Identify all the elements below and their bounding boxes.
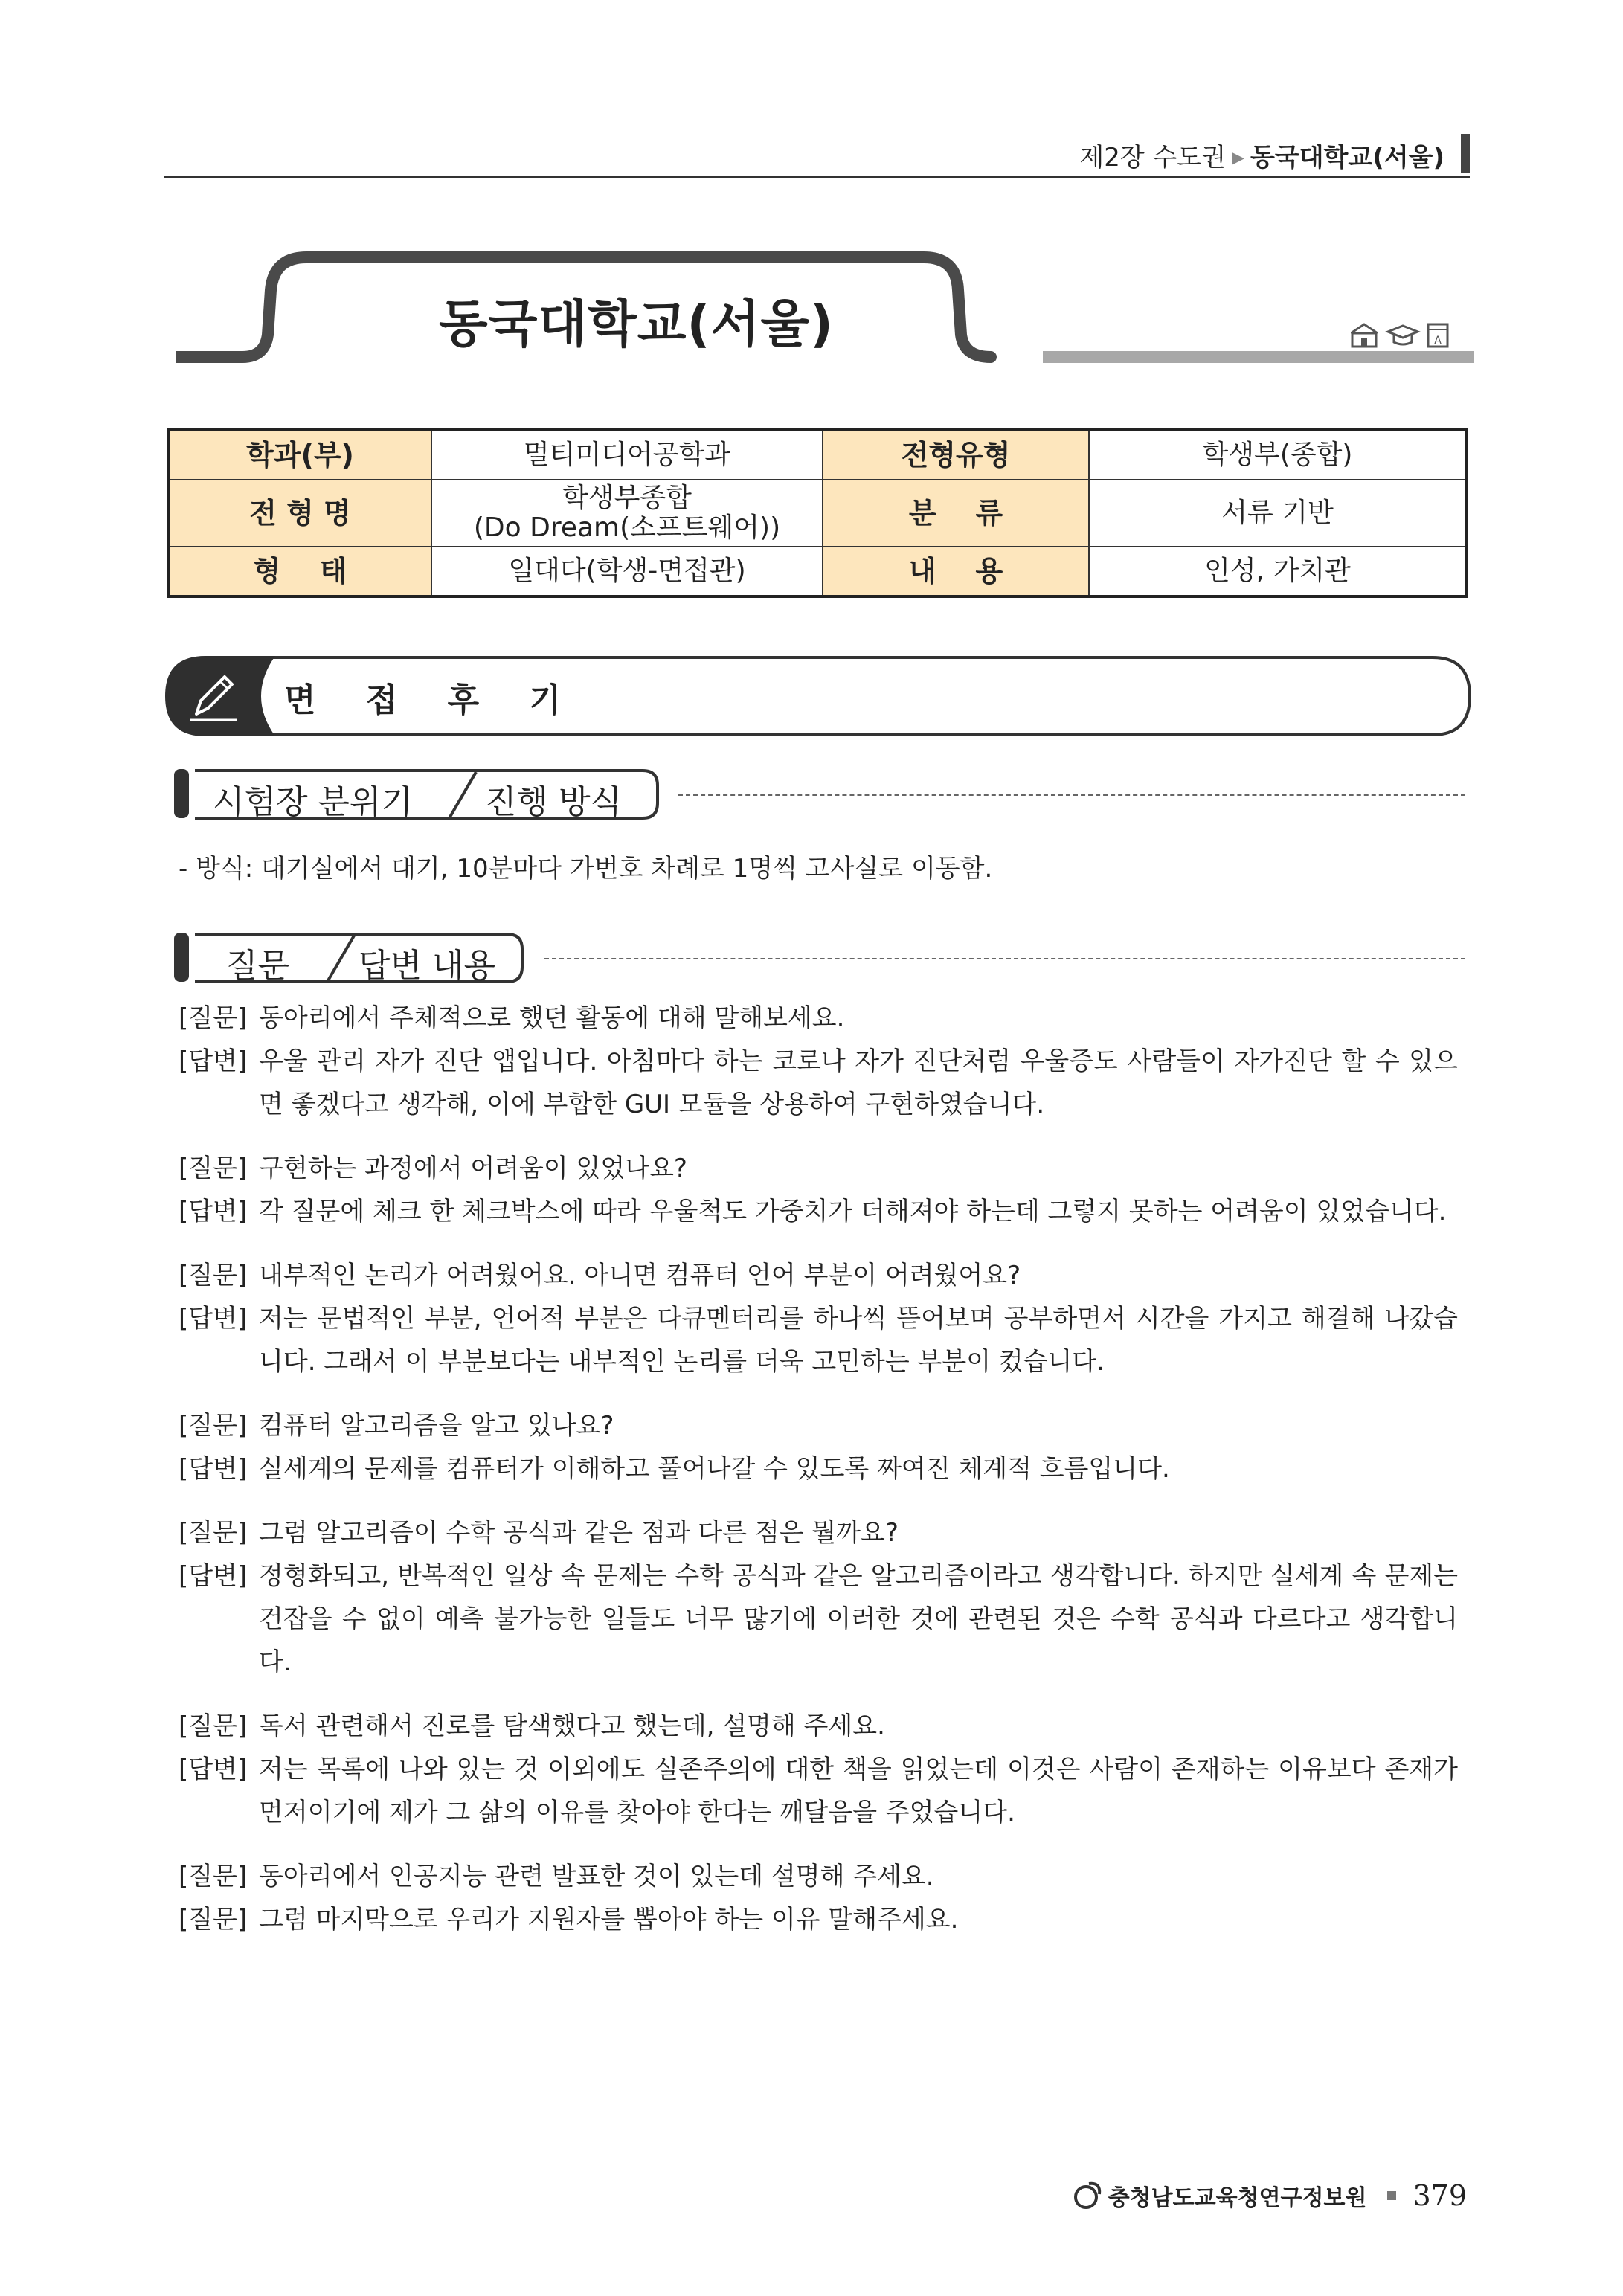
answer-tag: [답변] xyxy=(179,1197,248,1226)
name-label: 전 형 명 xyxy=(168,480,431,547)
list-item xyxy=(179,1404,1458,1447)
qa-block xyxy=(179,1254,1458,1383)
qa-heading xyxy=(173,930,1465,985)
answer-tag: [답변] xyxy=(179,1046,248,1076)
breadcrumb-current: 동국대학교(서울) xyxy=(1250,143,1444,173)
table-row xyxy=(168,480,1467,547)
qa-block xyxy=(179,1147,1458,1233)
table-row xyxy=(168,547,1467,596)
list-item xyxy=(179,1898,1458,1941)
triangle-right-icon: ▶ xyxy=(1232,149,1244,167)
page-title: 동국대학교(서울) xyxy=(439,295,834,354)
answer-tag: [답변] xyxy=(179,1755,248,1784)
page-number: 379 xyxy=(1413,2179,1467,2212)
class-value: 서류 기반 xyxy=(1089,480,1467,547)
answer-text: 실세계의 문제를 컴퓨터가 이해하고 풀어나갈 수 있도록 짜여진 체계적 흐름입니다. xyxy=(259,1454,1170,1484)
qa-block xyxy=(179,997,1458,1126)
name-value: 학생부종합 (Do Dream(소프트웨어)) xyxy=(431,480,823,547)
breadcrumb-chapter: 제2장 수도권 xyxy=(1079,143,1227,173)
atmosphere-text: - 방식: 대기실에서 대기, 10분마다 가번호 차례로 1명씩 고사실로 이동함. xyxy=(179,854,993,884)
qa-block xyxy=(179,1511,1458,1684)
qa-block xyxy=(179,1855,1458,1941)
atmosphere-heading xyxy=(173,766,1465,821)
question-text: 컴퓨터 알고리즘을 알고 있나요? xyxy=(259,1411,614,1441)
question-text: 독서 관련해서 진로를 탐색했다고 했는데, 설명해 주세요. xyxy=(259,1711,885,1741)
admission-info-table xyxy=(167,428,1468,598)
separator-square xyxy=(1387,2191,1396,2200)
type-value: 학생부(종합) xyxy=(1089,430,1467,480)
svg-text:A: A xyxy=(1434,335,1442,347)
question-tag: [질문] xyxy=(179,1711,248,1741)
form-label: 형 태 xyxy=(168,547,431,596)
question-text: 그럼 알고리즘이 수학 공식과 같은 점과 다른 점은 뭘까요? xyxy=(259,1518,899,1548)
list-item xyxy=(179,1554,1458,1684)
answer-text: 저는 문법적인 부분, 언어적 부분은 다큐멘터리를 하나씩 뜯어보며 공부하면서 시간을 가지고 해결해 나갔습니다. 그래서 이 부분보다는 내부적인 논리를 더욱 고민하는 부분이 컸습니다. xyxy=(259,1304,1458,1377)
qa-block xyxy=(179,1404,1458,1491)
question-tag: [질문] xyxy=(179,1905,248,1935)
list-item xyxy=(179,1447,1458,1491)
question-text: 구현하는 과정에서 어려움이 있었나요? xyxy=(259,1154,687,1183)
institute-logo-icon xyxy=(1071,2181,1104,2210)
question-tag: [질문] xyxy=(179,1003,248,1033)
answer-text: 우울 관리 자가 진단 앱입니다. 아침마다 하는 코로나 자가 진단처럼 우울증도 사람들이 자가진단 할 수 있으면 좋겠다고 생각해, 이에 부합한 GUI 모듈을 상용하여 구현하였습니다. xyxy=(259,1046,1458,1119)
question-text: 내부적인 논리가 어려웠어요. 아니면 컴퓨터 언어 부분이 어려웠어요? xyxy=(259,1261,1021,1290)
dashed-divider xyxy=(678,794,1465,796)
breadcrumb xyxy=(1079,137,1444,173)
question-text: 그럼 마지막으로 우리가 지원자를 뽑아야 하는 이유 말해주세요. xyxy=(259,1905,959,1935)
tab-progress: 진행 방식 xyxy=(485,783,623,821)
content-label: 내 용 xyxy=(823,547,1089,596)
qa-block xyxy=(179,1705,1458,1834)
type-label: 전형유형 xyxy=(823,430,1089,480)
answer-text: 정형화되고, 반복적인 일상 속 문제는 수학 공식과 같은 알고리즘이라고 생각합니다. 하지만 실세계 속 문제는 건잡을 수 없이 예측 불가능한 일들도 너무 많기에 이러한 것에 관련된 것은 수학 공식과 다르다고 생각합니다. xyxy=(259,1561,1458,1677)
list-item xyxy=(179,997,1458,1040)
question-text: 동아리에서 주체적으로 했던 활동에 대해 말해보세요. xyxy=(259,1003,845,1033)
dept-value: 멀티미디어공학과 xyxy=(431,430,823,480)
page-footer xyxy=(1071,2179,1467,2212)
list-item xyxy=(179,1855,1458,1898)
list-item xyxy=(179,1190,1458,1233)
qa-list xyxy=(179,997,1458,1962)
running-header xyxy=(164,134,1470,178)
list-item xyxy=(179,1748,1458,1834)
question-tag: [질문] xyxy=(179,1862,248,1891)
table-row xyxy=(168,430,1467,480)
question-tag: [질문] xyxy=(179,1411,248,1441)
list-item xyxy=(179,1040,1458,1126)
list-item xyxy=(179,1147,1458,1190)
graduation-cap-icon xyxy=(1388,326,1418,344)
answer-tag: [답변] xyxy=(179,1561,248,1591)
answer-tag: [답변] xyxy=(179,1454,248,1484)
class-label: 분 류 xyxy=(823,480,1089,547)
content-value: 인성, 가치관 xyxy=(1089,547,1467,596)
answer-tag: [답변] xyxy=(179,1304,248,1334)
title-icons xyxy=(1351,320,1470,350)
document-a-icon xyxy=(1428,324,1447,347)
list-item xyxy=(179,1705,1458,1748)
tab-question: 질문 xyxy=(226,947,290,985)
dept-label: 학과(부) xyxy=(168,430,431,480)
dashed-divider xyxy=(544,958,1465,959)
answer-text: 각 질문에 체크 한 체크박스에 따라 우울척도 가중치가 더해져야 하는데 그렇지 못하는 어려움이 있었습니다. xyxy=(259,1197,1447,1226)
list-item xyxy=(179,1511,1458,1554)
tab-atmosphere: 시험장 분위기 xyxy=(213,783,414,821)
form-value: 일대다(학생-면접관) xyxy=(431,547,823,596)
question-text: 동아리에서 인공지능 관련 발표한 것이 있는데 설명해 주세요. xyxy=(259,1862,934,1891)
question-tag: [질문] xyxy=(179,1518,248,1548)
list-item xyxy=(179,1254,1458,1297)
header-bar xyxy=(1461,134,1470,173)
list-item xyxy=(179,1297,1458,1383)
school-building-icon xyxy=(1351,324,1378,347)
tab-answer: 답변 내용 xyxy=(359,947,496,985)
answer-text: 저는 목록에 나와 있는 것 이외에도 실존주의에 대한 책을 읽었는데 이것은 사람이 존재하는 이유보다 존재가 먼저이기에 제가 그 삶의 이유를 찾아야 한다는 깨달음을 주었습니다. xyxy=(259,1755,1458,1827)
question-tag: [질문] xyxy=(179,1261,248,1290)
question-tag: [질문] xyxy=(179,1154,248,1183)
institute-name: 충청남도교육청연구정보원 xyxy=(1108,2185,1367,2211)
section-title: 면 접 후 기 xyxy=(284,681,580,719)
